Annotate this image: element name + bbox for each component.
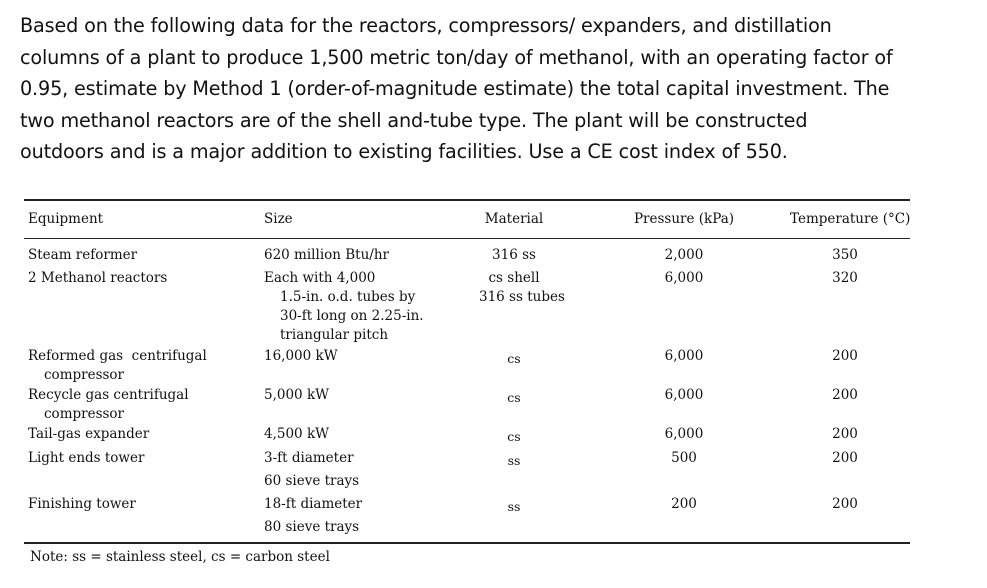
- table-cell-temperature: 200: [832, 450, 858, 466]
- header-size: Size: [264, 211, 293, 227]
- table-cell-pressure: 6,000: [664, 348, 704, 364]
- table-cell-size: 18-ft diameter: [264, 496, 363, 512]
- table-cell-material: ss: [507, 499, 521, 514]
- table-cell-pressure: 2,000: [664, 247, 704, 263]
- table-cell-material: cs: [507, 390, 521, 405]
- table-cell-temperature: 200: [832, 387, 858, 403]
- table-top-rule: [24, 199, 910, 201]
- table-cell-size-cont: 60 sieve trays: [264, 473, 360, 489]
- table-cell-size: 3-ft diameter: [264, 450, 354, 466]
- table-cell-temperature: 200: [832, 426, 858, 442]
- table-cell-size: 4,500 kW: [264, 426, 329, 442]
- table-cell-equipment: Recycle gas centrifugal: [28, 387, 189, 403]
- problem-line-4: two methanol reactors are of the shell and-tube type. The plant will be constructed: [20, 108, 808, 132]
- table-cell-pressure: 500: [671, 450, 697, 466]
- problem-line-5: outdoors and is a major addition to existing facilities. Use a CE cost index of 550.: [20, 140, 788, 163]
- table-cell-equipment: Light ends tower: [28, 450, 145, 466]
- table-cell-equipment-cont: compressor: [44, 367, 125, 383]
- table-cell-material: cs: [507, 429, 521, 444]
- table-header-rule: [24, 238, 910, 239]
- table-cell-equipment: Reformed gas centrifugal: [28, 348, 207, 364]
- table-cell-temperature: 320: [832, 270, 858, 286]
- table-cell-size: 620 million Btu/hr: [264, 247, 389, 263]
- table-cell-equipment: Tail-gas expander: [28, 426, 150, 442]
- problem-line-1: Based on the following data for the reactors, compressors/ expanders, and distillation: [20, 14, 832, 37]
- table-cell-material: 316 ss: [492, 247, 536, 263]
- table-note: Note: ss = stainless steel, cs = carbon steel: [30, 549, 330, 565]
- header-pressure: Pressure (kPa): [633, 211, 735, 227]
- table-cell-size: 16,000 kW: [264, 348, 338, 364]
- table-cell-pressure: 6,000: [664, 426, 704, 442]
- table-cell-size-cont: triangular pitch: [280, 327, 389, 343]
- table-bottom-rule: [24, 542, 910, 544]
- problem-statement: [20, 10, 970, 168]
- table-cell-size: Each with 4,000: [264, 270, 376, 286]
- problem-line-3: 0.95, estimate by Method 1 (order-of-magnitude estimate) the total capital investment. The: [20, 77, 890, 100]
- table-cell-size: 5,000 kW: [264, 387, 329, 403]
- header-temperature: Temperature (°C): [790, 211, 911, 227]
- table-cell-size-cont: 80 sieve trays: [264, 519, 360, 535]
- table-cell-size-cont: 30-ft long on 2.25-in.: [280, 308, 424, 324]
- table-cell-pressure: 6,000: [664, 270, 704, 286]
- table-cell-pressure: 6,000: [664, 387, 704, 403]
- problem-line-2: columns of a plant to produce 1,500 metric ton/day of methanol, with an operating factor of: [20, 45, 893, 69]
- header-equipment: Equipment: [28, 211, 104, 227]
- table-cell-pressure: 200: [671, 496, 697, 512]
- table-cell-size-cont: 1.5-in. o.d. tubes by: [280, 289, 416, 305]
- table-cell-material: cs: [507, 351, 521, 366]
- equipment-table: [24, 199, 910, 574]
- table-cell-material-cont: 316 ss tubes: [479, 289, 565, 305]
- table-cell-equipment-cont: compressor: [44, 406, 125, 422]
- table-cell-temperature: 200: [832, 496, 858, 512]
- header-material: Material: [484, 211, 544, 227]
- table-cell-temperature: 200: [832, 348, 858, 364]
- table-cell-material: cs shell: [488, 270, 540, 286]
- table-cell-temperature: 350: [832, 247, 858, 263]
- table-cell-equipment: Finishing tower: [28, 496, 136, 512]
- table-cell-equipment: 2 Methanol reactors: [28, 270, 168, 286]
- table-cell-material: ss: [507, 453, 521, 468]
- table-cell-equipment: Steam reformer: [28, 247, 138, 263]
